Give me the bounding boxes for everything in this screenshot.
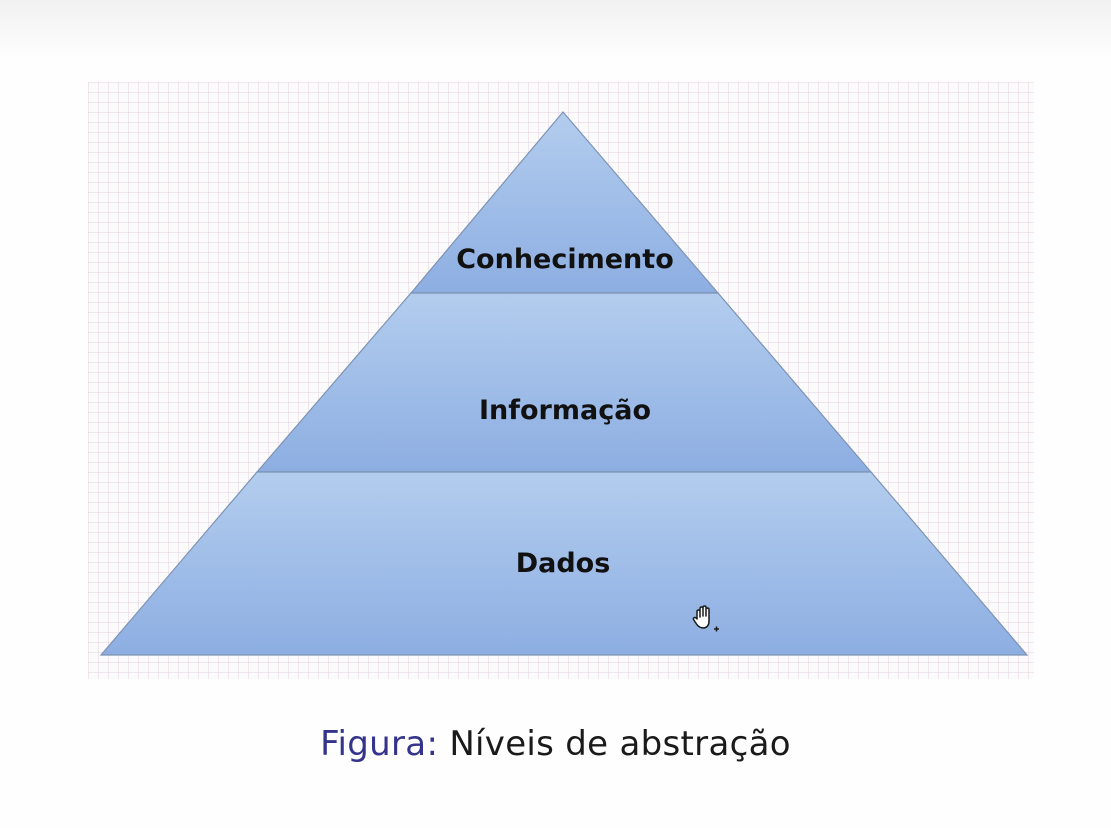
level-label-informacao: Informação — [478, 395, 652, 426]
pyramid-level-middle — [257, 293, 871, 472]
level-label-conhecimento: Conhecimento — [456, 244, 674, 275]
caption-text: Níveis de abstração — [449, 724, 791, 764]
figure-caption — [0, 724, 1111, 764]
level-label-dados: Dados — [515, 548, 611, 579]
caption-prefix: Figura: — [320, 724, 439, 764]
hand-cursor-icon — [688, 602, 722, 636]
